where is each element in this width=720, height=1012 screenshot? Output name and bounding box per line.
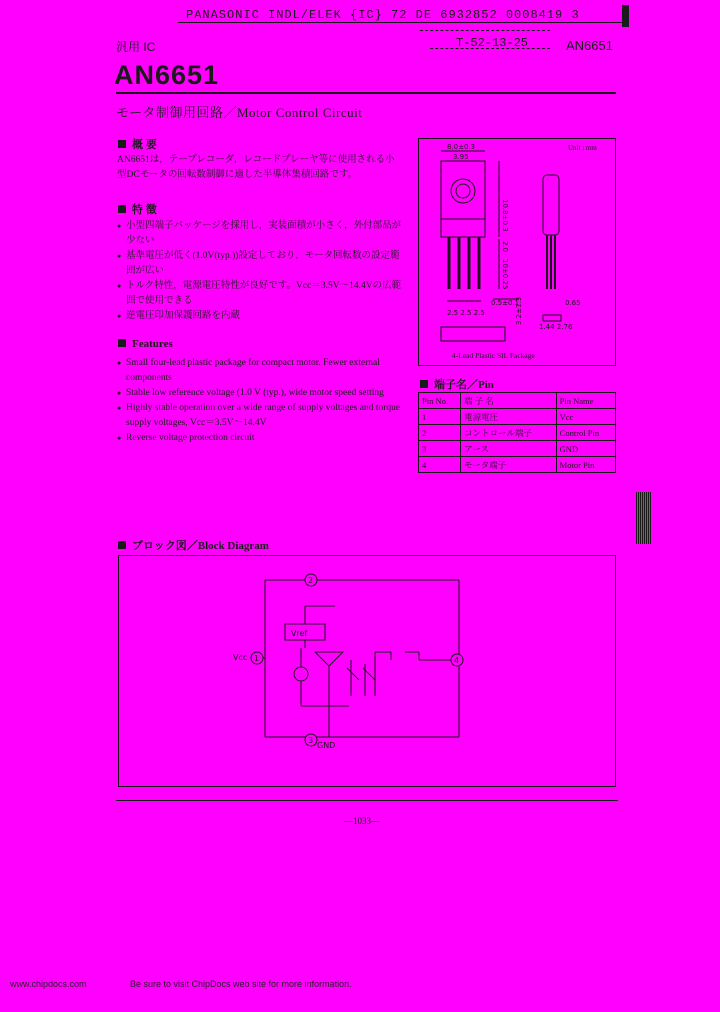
table-row <box>419 457 616 473</box>
features-jp-heading: 特 徴 <box>118 201 157 217</box>
header-line: PANASONIC INDL/ELEK {IC} 72 DE 6932852 0008419 3 <box>186 8 580 22</box>
dim-thickness: 0.5±0.1 <box>491 299 520 307</box>
bottom-rule <box>116 800 618 801</box>
pin-no: 1 <box>419 409 461 425</box>
pin-name-jp: モータ端子 <box>461 457 557 473</box>
pin-no-header: Pin No. <box>419 393 461 409</box>
vref-label: Vref <box>291 629 308 638</box>
pin-4-number: 4 <box>454 656 460 665</box>
package-outline-drawing <box>419 139 615 351</box>
unit-label: Unit : mm <box>568 144 597 152</box>
pin-3-number: 3 <box>308 736 314 745</box>
code-dash-top <box>420 30 550 31</box>
dim-height: 10.8±0.3 <box>501 199 509 232</box>
table-row <box>419 441 616 457</box>
pin-no: 2 <box>419 425 461 441</box>
side-barcode <box>636 492 651 544</box>
dim-bottom: 1.44 2.76 <box>539 323 573 331</box>
list-item: ● Reverse voltage protection circuit <box>117 431 402 446</box>
dim-width-inner: 3.95 <box>453 153 469 161</box>
block-diagram-circuit <box>119 556 615 786</box>
pin-en-header: Pin Name <box>556 393 615 409</box>
pin-name-jp: コントロール端子 <box>461 425 557 441</box>
pin-name-en: GND <box>556 441 615 457</box>
features-en-list <box>117 356 402 446</box>
table-row <box>419 409 616 425</box>
list-item: ● 小型四端子パッケージを採用し，実装面積が小さく，外付部品が少ない <box>117 219 402 249</box>
pin-2-number: 2 <box>308 576 314 585</box>
pin-no: 4 <box>419 457 461 473</box>
square-bullet-icon <box>118 140 126 148</box>
page-number: —1033— <box>344 816 380 826</box>
pin-heading: 端子名／Pin <box>420 376 494 392</box>
list-item: ● トルク特性，電源電圧特性が良好です。Vcc＝3.5V～14.4Vの広範囲で使用できる <box>117 279 402 309</box>
table-header-row <box>419 393 616 409</box>
list-item: ● Small four-lead plastic package for compact motor. Fewer external components <box>117 356 402 386</box>
pin-no: 3 <box>419 441 461 457</box>
header-marker <box>622 5 629 27</box>
pin-name-en: Vcc <box>556 409 615 425</box>
square-bullet-icon <box>118 205 126 213</box>
pin-name-jp: 電源電圧 <box>461 409 557 425</box>
header-rule <box>178 22 626 23</box>
title-rule <box>116 92 616 94</box>
dim-width: 8.0±0.3 <box>447 143 476 151</box>
overview-heading: 概 要 <box>118 136 157 152</box>
pin-jp-header: 端 子 名 <box>461 393 557 409</box>
gnd-label: GND <box>317 741 336 750</box>
doc-code: T-52-13-25 <box>456 36 529 50</box>
package-caption: 4-Lead Plastic SIL Package <box>452 351 535 360</box>
features-jp-list <box>117 219 402 324</box>
code-dash-bottom <box>430 48 550 49</box>
subtitle: モータ制御用回路／Motor Control Circuit <box>116 105 363 120</box>
dim-base: 2.0 <box>501 241 509 253</box>
list-item: ● Highly stable operation over a wide range of supply voltages and torque supply voltages, Vcc＝3.5V～14.4V <box>117 401 402 431</box>
vcc-label: Vcc <box>233 653 248 662</box>
table-row <box>419 425 616 441</box>
pin-name-en: Control Pin <box>556 425 615 441</box>
dim-side: 0.65 <box>565 299 581 307</box>
features-en-heading: Features <box>118 338 173 350</box>
square-bullet-icon <box>420 380 428 388</box>
pin-name-jp: アース <box>461 441 557 457</box>
square-bullet-icon <box>118 339 126 347</box>
footer-notice: Be sure to visit ChipDocs web site for more information. <box>130 979 352 989</box>
pin-name-en: Motor Pin <box>556 457 615 473</box>
square-bullet-icon <box>118 541 126 549</box>
pin-table <box>418 392 616 473</box>
list-item: ● 逆電圧印加保護回路を内蔵 <box>117 309 402 324</box>
part-title: AN6651 <box>114 60 220 90</box>
overview-text: AN6651は，テープレコーダ，レコードプレーヤ等に使用される小型DCモータの回転数制御に適した半導体集積回路です。 <box>117 155 395 180</box>
pin-1-number: 1 <box>254 654 260 663</box>
list-item: ● Stable low reference voltage (1.0 V (typ.), wide motor speed setting <box>117 386 402 401</box>
dim-pitch: 2.5 2.5 2.5 <box>447 309 485 317</box>
footer-site-link[interactable]: www.chipdocs.com <box>10 979 87 989</box>
dim-lead: 10±0.25 <box>501 259 509 290</box>
header-part-number: AN6651 <box>566 38 613 53</box>
dim-bottom-height: 3.2±1.3 <box>515 296 523 325</box>
block-diagram-heading: ブロック図／Block Diagram <box>118 537 269 553</box>
category-label: 汎用 IC <box>116 40 156 54</box>
list-item: ● 基準電圧が低く(1.0V(typ.))設定しており，モータ回転数の設定範囲が広い <box>117 249 402 279</box>
